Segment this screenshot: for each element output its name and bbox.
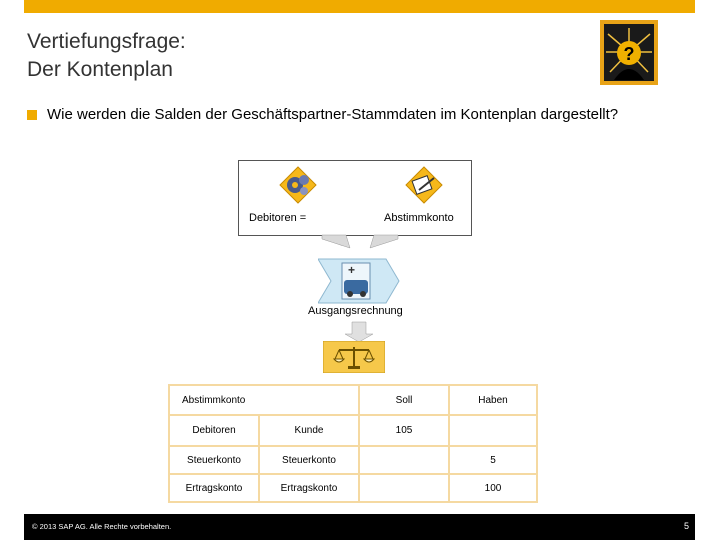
table-cell: Ertragskonto [169,474,259,502]
table-row [169,415,537,446]
table-cell: 5 [449,446,537,474]
debitoren-label: Debitoren = [249,212,307,224]
table-cell: Steuerkonto [169,446,259,474]
title-line-1: Vertiefungsfrage: [27,30,186,53]
right-arrow [370,235,398,248]
table-cell [359,446,449,474]
table-cell [359,474,449,502]
down-arrow [345,322,373,342]
table-cell: Ertragskonto [259,474,359,502]
svg-text:?: ? [623,44,635,64]
ausgangsrechnung-label: Ausgangsrechnung [308,305,403,317]
left-arrow [322,235,350,248]
account-table [168,384,538,503]
table-row [169,474,537,502]
table-header-row [169,385,537,415]
title-line-2: Der Kontenplan [27,58,173,81]
invoice-icon [318,258,400,304]
copyright-text: © 2013 SAP AG. Alle Rechte vorbehalten. [32,522,172,531]
svg-text:+: + [348,263,356,277]
table-header-cell: Abstimmkonto [169,385,359,415]
table-row [169,446,537,474]
table-cell: 105 [359,415,449,446]
table-cell: Debitoren [169,415,259,446]
table-header-cell: Soll [359,385,449,415]
page-number: 5 [684,521,690,531]
table-header-cell: Haben [449,385,537,415]
table-cell: 100 [449,474,537,502]
table-cell: Kunde [259,415,359,446]
scale-icon [323,341,385,373]
table-cell [449,415,537,446]
table-cell: Steuerkonto [259,446,359,474]
question-text: Wie werden die Salden der Geschäftspartner-Stammdaten im Kontenplan dargestellt? [47,106,619,123]
abstimmkonto-label: Abstimmkonto [384,212,454,224]
